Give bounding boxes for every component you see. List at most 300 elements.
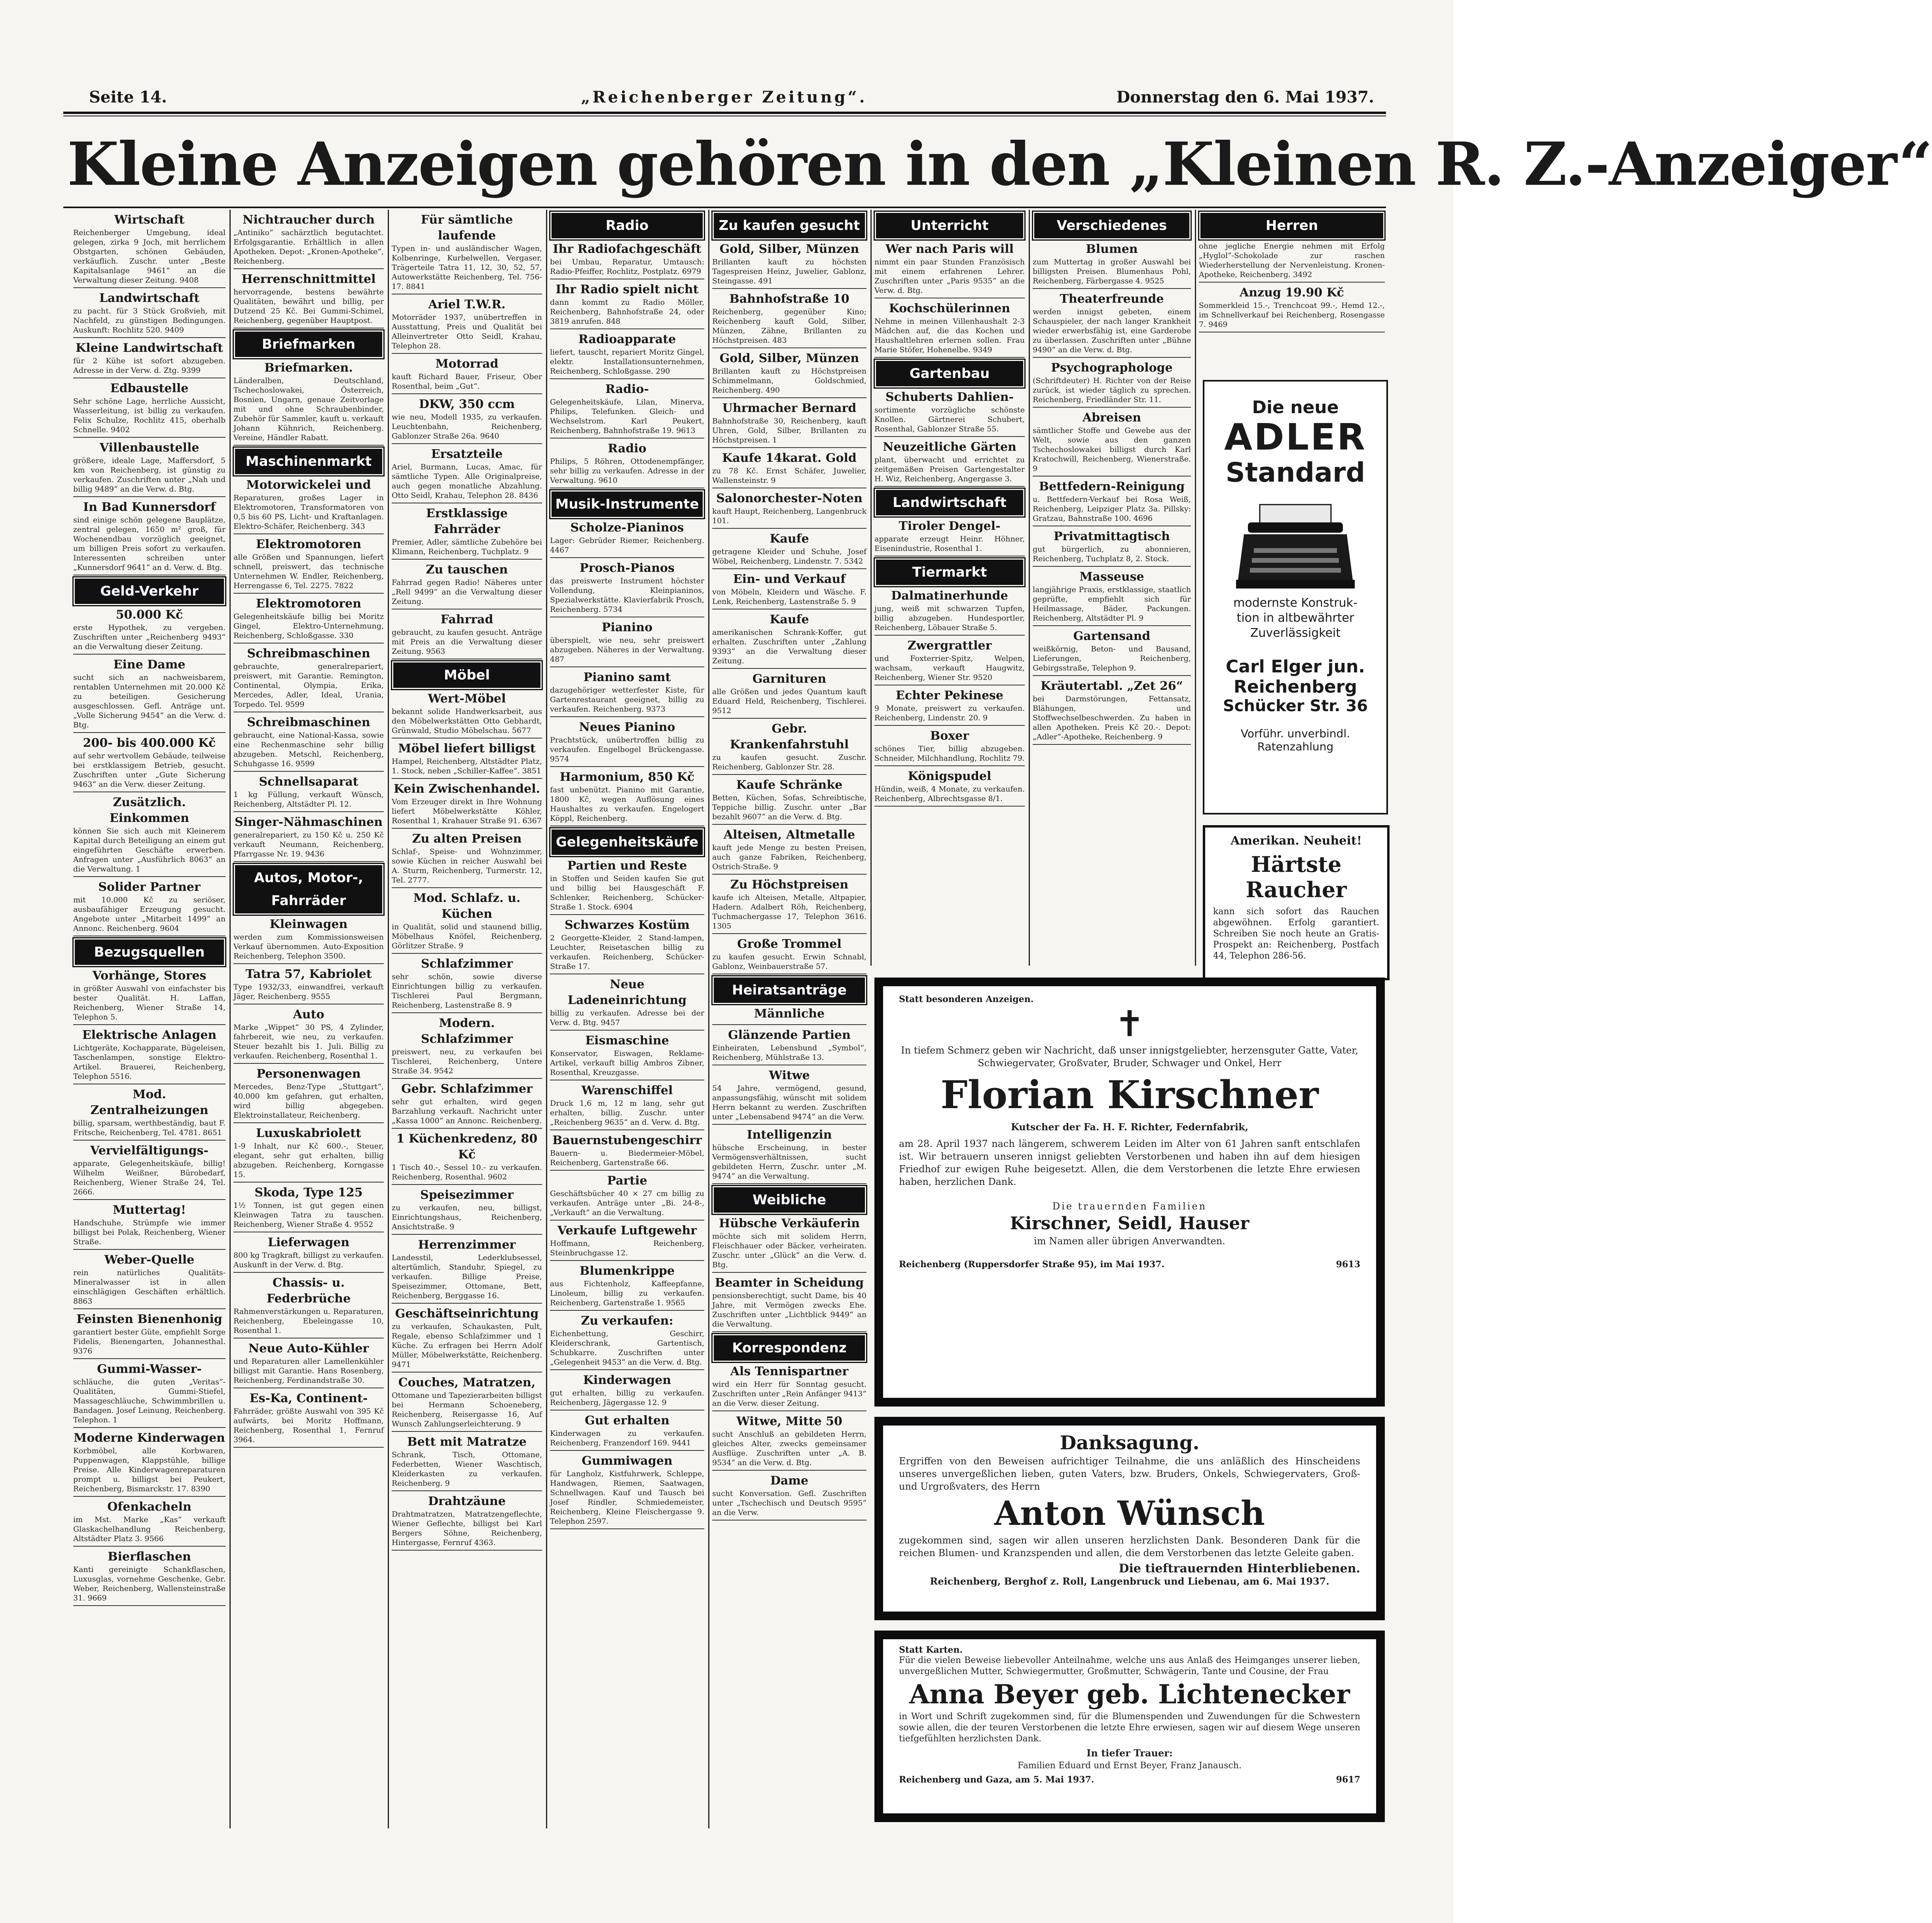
classified-ad <box>874 241 1025 298</box>
ad-title: Auto <box>293 1008 324 1021</box>
ad-text: Ariel, Burmann, Lucas, Amac, für sämtliche Typen. Alle Originalpreise, auch gegen monatliche Abzahlung. Otto Seidl, Krahau, Telephon 28. 8436 <box>392 463 542 500</box>
classified-ad <box>712 450 866 488</box>
ad-title: Männliche <box>754 1007 825 1021</box>
ad-text: Geschäftsbücher 40 × 27 cm billig zu verkaufen. Anträge unter „Bi. 24-8-, „Verkauft“ an die Verwaltung. <box>550 1189 704 1217</box>
ad-divider <box>550 716 704 717</box>
column-rule <box>1029 210 1030 966</box>
ad-title: Zu verkaufen: <box>581 1314 673 1328</box>
ad-divider <box>712 1470 866 1471</box>
ad-text: Handschuhe, Strümpfe wie immer billigst bei Polak, Reichenberg, Wiener Straße. <box>73 1219 226 1246</box>
classified-ad <box>712 777 866 825</box>
ad-text: „Antiniko“ sachärztlich begutachtet. Erfolgsgarantie. Erhältlich in allen Apotheken. Depot: „Kronen-Apotheke“, Reichenberg. <box>233 228 384 266</box>
ad-title: Nichtraucher durch <box>243 213 375 227</box>
page-headline: Kleine Anzeigen gehören in den „Kleinen R. Z.-Anzeiger“ <box>67 129 1932 199</box>
ad-divider <box>73 496 226 497</box>
ad-text: in größter Auswahl von einfachster bis bester Qualität. H. Laffan, Reichenberg, Wiener Straße 14, Telephon 5. <box>73 984 226 1021</box>
ad-divider <box>392 1234 542 1235</box>
ad-title: Singer-Nähmaschinen <box>234 815 383 829</box>
ad-divider <box>233 445 384 446</box>
ad-title: Bahnhofstraße 10 <box>729 292 849 306</box>
classified-ad <box>73 499 226 575</box>
ad-divider <box>712 1331 866 1332</box>
ad-text: Betten, Küchen, Sofas, Schreibtische, Teppiche billig. Zuschr. unter „Bar bezahlt 9607“ an die Verw. d. Btg. <box>712 793 866 821</box>
classified-ad <box>233 966 384 1004</box>
ad-title: Privatmittagtisch <box>1054 530 1170 543</box>
ad-divider <box>392 1550 542 1551</box>
classified-ad <box>73 657 226 733</box>
thanks-notice-name: Anton Wünsch <box>994 1494 1265 1533</box>
ad-title: Lieferwagen <box>267 1236 350 1249</box>
ad-text: Kanti gereinigte Schankflaschen, Luxusglas, vornehme Geschenke, Gebr. Weber, Reichenberg, Wallensteinstraße 31. 9669 <box>73 1565 226 1602</box>
ad-column <box>874 210 1025 962</box>
ad-title: Wert-Möbel <box>428 692 506 706</box>
ad-title: DKW, 350 ccm <box>419 397 515 411</box>
ad-column <box>712 210 866 1828</box>
ad-text: Brillanten kauft zu Höchstpreisen Schimmelmann, Goldschmied, Reichenberg. 490 <box>712 367 866 395</box>
ad-divider <box>73 1605 226 1606</box>
deceased-name: Florian Kirschner <box>940 1073 1319 1117</box>
classified-ad <box>712 1216 866 1273</box>
ad-text: pensionsberechtigt, sucht Dame, bis 40 Jahre, mit Vermögen zwecks Ehe. Zuschriften unter „Lichtblick 9449“ an die Verwaltung. <box>712 1291 866 1329</box>
ad-divider <box>550 1450 704 1451</box>
thanks-notice-beyer <box>874 1631 1385 1822</box>
ad-title: Harmonium, 850 Kč <box>559 770 695 784</box>
ad-text: Bauern- u. Biedermeier-Möbel, Reichenberg, Gartenstraße 66. <box>550 1149 704 1167</box>
ad-title: Gold, Silber, Münzen <box>719 242 859 256</box>
ad-title: Gold, Silber, Münzen <box>719 351 859 365</box>
ad-title: Mod. Zentralheizungen <box>90 1088 209 1117</box>
ad-divider <box>73 1199 226 1200</box>
classified-ad <box>1033 569 1191 626</box>
ad-title: Kleine Landwirtschaft <box>76 341 223 355</box>
ad-column <box>550 210 704 1828</box>
classified-ad <box>712 401 866 448</box>
ad-title: Landwirtschaft <box>99 291 200 305</box>
ad-text: Druck 1,6 m, 12 m lang, sehr gut erhalten, billig. Zuschr. unter „Reichenberg 9635“ an d. Verw. d. Btg. <box>550 1099 704 1127</box>
ad-title: Für sämtliche laufende <box>421 213 513 243</box>
ad-text: dazugehöriger wetterfester Kiste, für Gartenrestaurant geeignet, billig zu verkaufen. Reichenberg. 9373 <box>550 686 704 714</box>
column-rule <box>708 210 709 1828</box>
ad-text: größere, ideale Lage, Maffersdorf, 5 km von Reichenberg, ist günstig zu verkaufen. Zuschriften unter „Nah und billig 9489“ an die Verw. d. Btg. <box>73 456 226 494</box>
classified-ad <box>73 340 226 378</box>
ad-text: erste Hypothek, zu vergeben. Zuschriften unter „Reichenberg 9493“ an die Verwaltung dieser Zeitung. <box>73 623 226 651</box>
ad-divider <box>712 447 866 448</box>
ad-divider <box>233 1063 384 1064</box>
classified-ad <box>550 670 704 717</box>
ad-text: plant, überwacht und errichtet zu zeitgemäßen Preisen Gartengestalter H. Wiz, Reichenberg, Angergasse 3. <box>874 456 1025 483</box>
ad-text: liefert, tauscht, repariert Moritz Gingel, elektr. Installationsunternehmen, Reichenberg, Schloßgasse. 290 <box>550 348 704 376</box>
ad-title: Moderne Kinderwagen <box>74 1431 225 1445</box>
ad-text: getragene Kleider und Schuhe, Josef Wöbel, Reichenberg, Lindenstr. 7. 5342 <box>712 547 866 566</box>
ad-divider <box>233 1447 384 1448</box>
category-heading: Unterricht <box>876 213 1023 238</box>
ad-text: 54 Jahre, vermögend, gesund, anpassungsfähig, wünscht mit solidem Herrn bekannt zu werden. Zuschriften unter „Lebensabend 9474“ an die Verw. <box>712 1084 866 1121</box>
ad-title: Couches, Matratzen, <box>398 1376 536 1390</box>
classified-ad <box>712 491 866 529</box>
classified-ad <box>392 1131 542 1185</box>
ad-title: Blumen <box>1086 242 1138 256</box>
classified-ad <box>550 977 704 1031</box>
ad-text: 1½ Tonnen, ist gut gegen einen Kleinwagen Tatra zu tauschen. Reichenberg, Wiener Straße 4. 9552 <box>233 1201 384 1229</box>
ad-divider <box>233 643 384 644</box>
thanks2-code: 9617 <box>1336 1775 1360 1785</box>
death-notice-families-note: im Namen aller übrigen Anverwandten. <box>1034 1236 1225 1247</box>
ad-title: Elektromotoren <box>256 537 362 551</box>
category-heading: Musik-Instrumente <box>552 492 703 517</box>
death-notice-kirschner <box>874 978 1385 1407</box>
category-heading: Radio <box>552 213 703 238</box>
header-rule-thick <box>63 112 1386 114</box>
ad-title: Intelligenzin <box>747 1128 832 1142</box>
ad-text: langjährige Praxis, erstklassige, staatlich geprüfte, empfiehlt sich für Heilmassage, Bäder, Packungen. Reichenberg, Altstädter Pl. 9 <box>1033 585 1191 623</box>
ad-divider <box>392 1303 542 1304</box>
ad-text: 800 kg Tragkraft, billigst zu verkaufen. Auskunft in der Verw. d. Btg. <box>233 1251 384 1269</box>
classified-ad <box>1033 678 1191 745</box>
ad-title: Königspudel <box>908 769 992 783</box>
classified-ad <box>712 351 866 398</box>
ad-text: apparate, Gelegenheitskäufe, billig! Wilhelm Weißner, Bürobedarf, Reichenberg, Wiener Straße 24, Tel. 2666. <box>73 1159 226 1196</box>
ad-title: Feinsten Bienenhonig <box>76 1312 222 1326</box>
ad-title: Muttertag! <box>112 1203 186 1217</box>
ad-title: Mod. Schlafz. u. Küchen <box>413 891 521 921</box>
classified-ad <box>712 531 866 569</box>
ad-text: Lichtgeräte, Kochapparate, Bügeleisen, Taschenlampen, sonstige Elektro-Artikel. Brauerei, Reichenberg, Telephon 5516. <box>73 1044 226 1081</box>
classified-ad <box>550 282 704 329</box>
classified-ad <box>550 560 704 617</box>
category-heading: Tiermarkt <box>876 560 1023 585</box>
typewriter-icon <box>1236 501 1355 592</box>
classified-ad <box>550 1413 704 1451</box>
ad-divider <box>550 1030 704 1031</box>
anti-smoking-text: kann sich sofort das Rauchen abgewöhnen. Erfolg garantiert. Schreiben Sie noch heute an Gratis-Prospekt an: Reichenberg, Postfach 44, Telephon 286-56. <box>1213 907 1379 961</box>
ad-divider <box>392 778 542 779</box>
ad-text: sehr gut erhalten, wird gegen Barzahlung verkauft. Nachricht unter „Kassa 1000“ an Annonc. Reichenberg. <box>392 1097 542 1125</box>
ad-title: Kein Zwischenhandel. <box>393 782 540 796</box>
ad-divider <box>73 337 226 338</box>
ad-text: das preiswerte Instrument höchster Vollendung, Kleinpianinos, Spezialwerkstätte. Klavierfabrik Prosch, Reichenberg. 5734 <box>550 577 704 614</box>
ad-text: Hoffmann, Reichenberg, Steinbruchgasse 12. <box>550 1239 704 1257</box>
classified-ad <box>550 241 704 279</box>
ad-text: billig, sparsam, werthbeständig, baut F. Fritsche, Reichenberg, Tel. 4781. 8651 <box>73 1119 226 1137</box>
ad-divider <box>550 1528 704 1529</box>
ad-divider <box>73 1358 226 1359</box>
ad-divider <box>73 1496 226 1497</box>
classified-ad <box>550 1263 704 1311</box>
ad-text: im Mst. Marke „Kas“ verkauft Glaskachelhandlung Reichenberg, Altstädter Platz 3. 9566 <box>73 1515 226 1543</box>
classified-ad <box>550 1453 704 1529</box>
ad-text: Hündin, weiß, 4 Monate, zu verkaufen. Reichenberg, Albrechtsgasse 8/1. <box>874 785 1025 803</box>
ad-divider <box>712 1520 866 1521</box>
ad-title: Zu tauschen <box>426 563 508 577</box>
ad-title: Zwergrattler <box>907 639 992 653</box>
classified-ad <box>73 1499 226 1547</box>
ad-text: Brillanten kauft zu höchsten Tagespreisen Heinz, Juwelier, Gablonz, Steingasse. 491 <box>712 258 866 285</box>
adler-city: Reichenberg <box>1234 677 1357 697</box>
adler-footer-2: Ratenzahlung <box>1257 740 1334 753</box>
ad-text: in Qualität, solid und staunend billig, Möbelhaus Knöfel, Reichenberg, Görlitzer Straße. 9 <box>392 923 542 950</box>
category-heading: Zu kaufen gesucht <box>714 213 865 238</box>
ad-title: Schlafzimmer <box>421 957 513 971</box>
ad-column <box>392 210 542 1828</box>
classified-ad <box>233 271 384 328</box>
ad-text: Konservator, Eiswagen, Reklame-Artikel, verkauft billig Ambros Zibner, Rosenthal, Kreuzgasse. <box>550 1049 704 1077</box>
ad-divider <box>550 1310 704 1311</box>
ad-title: Zusätzlich. Einkommen <box>109 795 190 825</box>
ad-title: Glänzende Partien <box>728 1028 851 1042</box>
ad-title: Speisezimmer <box>420 1188 514 1202</box>
classified-ad <box>233 1235 384 1273</box>
ad-title: Wirtschaft <box>114 213 185 227</box>
classified-ad <box>1033 241 1191 289</box>
ad-text: Premier, Adler, sämtliche Zubehöre bei Klimann, Reichenberg, Tuchplatz. 9 <box>392 538 542 556</box>
ad-title: Uhrmacher Bernard <box>722 401 857 415</box>
classified-ad <box>1033 360 1191 408</box>
ad-title: Motorrad <box>435 357 499 371</box>
classified-ad <box>550 917 704 974</box>
ad-text: 1-9 Inhalt, nur Kč 600.-, Steuer, elegant, sehr gut erhalten, billig abzugeben. Reichenberg, Korngasse 15. <box>233 1142 384 1179</box>
page-number: Seite 14. <box>89 88 167 106</box>
ad-title: Scholze-Pianinos <box>570 521 684 535</box>
adler-dealer: Carl Elger jun. <box>1225 657 1365 677</box>
category-heading: Herren <box>1200 213 1383 238</box>
ad-text: Fahrrad gegen Radio! Näheres unter „Rell 9499“ an die Verwaltung dieser Zeitung. <box>392 578 542 606</box>
classified-ad <box>392 1016 542 1079</box>
classified-ad <box>874 728 1025 766</box>
classified-ad <box>392 1237 542 1304</box>
classified-ad <box>392 562 542 609</box>
ad-divider <box>392 1184 542 1185</box>
ad-text: möchte sich mit solidem Herrn, Fleischhauer oder Bäcker, verheiraten. Zuschr. unter „Glück“ an die Verw. d. Btg. <box>712 1232 866 1269</box>
thanks2-signoff-label: In tiefer Trauer: <box>1086 1747 1173 1759</box>
classified-ad <box>392 1306 542 1372</box>
classified-ad <box>233 774 384 812</box>
ad-divider <box>712 1024 866 1025</box>
ad-title: Dalmatinerhunde <box>891 589 1008 603</box>
ad-divider <box>550 666 704 667</box>
ad-text: auf sehr wertvollem Gebäude, teilweise bei erstklassigem Betrieb, gesucht. Zuschriften unter „Gute Sicherung 9463“ an die Verw. dieser Zeitung. <box>73 752 226 789</box>
ad-divider <box>392 828 542 829</box>
ad-divider <box>712 874 866 875</box>
ad-text: generalrepariert, zu 150 Kč u. 250 Kč verkauft Neumann, Reichenberg, Pfarrgasse Nr. 19. 9436 <box>233 831 384 858</box>
ad-text: sucht Konversation. Gefl. Zuschriften unter „Tschechisch und Deutsch 9595“ an die Verw. <box>712 1489 866 1517</box>
ad-divider <box>73 287 226 288</box>
ad-divider <box>233 593 384 594</box>
adler-tagline-1: modernste Konstruk- <box>1233 596 1358 610</box>
ad-divider <box>233 963 384 964</box>
ad-title: Gut erhalten <box>584 1414 670 1428</box>
ad-title: Neue Auto-Kühler <box>248 1342 369 1355</box>
ad-text: 9 Monate, preiswert zu verkaufen. Reichenberg, Lindenstr. 20. 9 <box>874 704 1025 722</box>
classified-ad <box>1199 241 1385 283</box>
ad-divider <box>550 1220 704 1221</box>
ad-divider <box>73 1427 226 1428</box>
ad-divider <box>550 557 704 558</box>
classified-ad <box>550 1133 704 1171</box>
ad-text: Rahmenverstärkungen u. Reparaturen, Reichenberg, Ebeleingasse 10, Rosenthal 1. <box>233 1307 384 1335</box>
ad-text: sämtlicher Stoffe und Gewebe aus der Welt, sowie aus den ganzen Tschechoslowakei billigst durch Karl Kratochwill, Reichenberg, Wienerstraße. 9 <box>1033 426 1191 473</box>
classified-ad <box>550 1223 704 1261</box>
ad-divider <box>1033 744 1191 745</box>
ad-title: Dame <box>770 1474 809 1488</box>
classified-ad <box>392 741 542 779</box>
ad-title: Radioapparate <box>578 332 676 346</box>
ad-title: Verkaufe Luftgewehr <box>557 1224 697 1238</box>
category-heading: Landwirtschaft <box>876 490 1023 515</box>
ad-title: Bierflaschen <box>108 1550 191 1564</box>
classified-ad <box>233 1185 384 1232</box>
classified-ad <box>73 440 226 497</box>
ad-text: fast unbenützt. Pianino mit Garantie, 1800 Kč, wegen Auflösung eines Haushaltes zu verkaufen. Engelogert Köppl, Reichenberg. <box>550 786 704 823</box>
category-heading: Möbel <box>393 663 540 688</box>
ad-title: Psychographologe <box>1051 361 1173 375</box>
ad-title: Witwe <box>769 1069 810 1082</box>
ad-text: gebraucht, eine National-Kassa, sowie eine Rechenmaschine sehr billig abzugeben. Metschl, Reichenberg, Schuhgasse 16. 9599 <box>233 731 384 768</box>
ad-divider <box>233 861 384 862</box>
ad-title: Vorhänge, Stores <box>92 969 207 983</box>
ad-title: 200- bis 400.000 Kč <box>83 736 216 750</box>
classified-ad <box>392 506 542 560</box>
ad-title: Gebr. Schlafzimmer <box>401 1082 533 1096</box>
classified-ad <box>550 769 704 826</box>
ad-text: Reichenberger Umgebung, ideal gelegen, zirka 9 Joch, mit herrlichem Obstgarten, schönen Gebäuden, verkäuflich. Zuschr. unter „Beste Kapitalsanlage 9461“ an die Verwaltung dieser Zeitung. 9408 <box>73 228 226 285</box>
classified-ad <box>233 1275 384 1338</box>
classified-ad <box>550 719 704 767</box>
ad-title: Kaufe 14karat. Gold <box>722 451 857 465</box>
ad-title: Eine Dame <box>113 658 186 672</box>
ad-text: gebraucht, zu kaufen gesucht. Anträge mit Preis an die Verwaltung dieser Zeitung. 9563 <box>392 628 542 656</box>
classified-ad <box>712 1068 866 1125</box>
ad-divider <box>392 1128 542 1129</box>
ad-text: jung, weiß mit schwarzen Tupfen, billig abzugeben. Hundesportler, Reichenberg, Löbauer Straße 5. <box>874 604 1025 632</box>
ad-text: schläuche, die guten „Veritas“-Qualitäten, Gummi-Stiefel, Massageschläuche, Schwimmbrillen u. Bandagen. Josef Leinung, Reichenberg. Telephon. 1 <box>73 1378 226 1424</box>
category-heading: Maschinenmarkt <box>235 449 382 474</box>
ad-title: Witwe, Mitte 50 <box>736 1414 842 1428</box>
ad-text: preiswert, neu, zu verkaufen bei Tischlerei, Reichenberg, Untere Straße 34. 9542 <box>392 1048 542 1075</box>
ad-title: Prosch-Pianos <box>580 561 675 575</box>
ad-text: Ottomane und Tapezierarbeiten billigst bei Hermann Schoeneberg, Reichenberg, Reisergasse 16, Auf Wunsch Zahlungserleichterung. 9 <box>392 1391 542 1428</box>
thanks2-footer: Reichenberg und Gaza, am 5. Mai 1937. <box>899 1775 1094 1785</box>
ad-text: 2 Georgette-Kleider, 2 Stand-lampen, Leuchter, Reisetaschen billig zu verkaufen. Reichenberg, Schücker-Straße 17. <box>550 934 704 971</box>
classified-ad <box>392 1187 542 1235</box>
classified-ad <box>874 688 1025 726</box>
classified-ad <box>874 301 1025 358</box>
ad-divider <box>233 1272 384 1273</box>
classified-ad <box>712 1127 866 1184</box>
ad-title: Echter Pekinese <box>895 689 1004 702</box>
classified-ad <box>1199 285 1385 332</box>
ad-text: kauft Haupt, Reichenberg, Langenbruck 101. <box>712 507 866 525</box>
ad-divider <box>874 357 1025 358</box>
classified-ad <box>1033 291 1191 358</box>
classified-ad <box>712 721 866 775</box>
classified-ad <box>392 691 542 738</box>
column-rule <box>229 210 231 1828</box>
classified-ad <box>550 620 704 667</box>
ad-text: und Foxterrier-Spitz, Welpen, wachsam, verkauft Haugwitz, Reichenberg, Wiener Str. 9520 <box>874 654 1025 682</box>
ad-divider <box>550 1369 704 1370</box>
ad-divider <box>73 732 226 733</box>
ad-divider <box>1033 357 1191 358</box>
ad-text: zu kaufen gesucht. Erwin Schnabl, Gablonz, Weinbauerstraße 57. <box>712 953 866 971</box>
ad-divider <box>73 1249 226 1250</box>
ad-divider <box>73 1024 226 1025</box>
ad-divider <box>874 436 1025 437</box>
ad-title: Zu alten Preisen <box>412 832 522 846</box>
ad-title: Blumenkrippe <box>579 1264 675 1278</box>
classified-ad <box>73 795 226 877</box>
ad-divider <box>712 347 866 348</box>
ad-divider <box>392 559 542 560</box>
ad-divider <box>73 654 226 655</box>
ad-text: zu kaufen gesucht. Zuschr. Reichenberg, Gablonzer Str. 28. <box>712 753 866 771</box>
category-heading: Heiratsanträge <box>714 978 865 1003</box>
classified-ad <box>712 1473 866 1521</box>
ad-title: Salonorchester-Noten <box>716 492 863 505</box>
ad-title: Briefmarken. <box>264 361 353 375</box>
ad-title: Herrenschnittmittel <box>241 272 376 286</box>
anti-smoking-label: Amerikan. Neuheit! <box>1230 834 1362 848</box>
ad-title: In Bad Kunnersdorf <box>83 500 216 514</box>
ad-text: hübsche Erscheinung, in bester Vermögensverhältnissen, sucht gebildeten Herrn, Zuschr. unter „M. 9474“ an die Verwaltung. <box>712 1143 866 1181</box>
anti-smoking-ad <box>1203 825 1390 980</box>
death-notice-intro: In tiefem Schmerz geben wir Nachricht, daß unser innigstgeliebter, herzensguter Gatte, Vater, Schwiegervater, Großvater, Bruder, Schwager und Onkel, Herr <box>901 1045 1358 1069</box>
death-notice-signoff: Die trauernden Familien <box>1052 1201 1207 1212</box>
category-heading: Verschiedenes <box>1034 213 1189 238</box>
ad-divider <box>712 1124 866 1125</box>
ad-text: Mercedes, Benz-Type „Stuttgart“, 40.000 km gefahren, gut erhalten, wird billig abgegeben. Elektroinstallateur, Reichenberg. <box>233 1082 384 1120</box>
ad-text: Vom Erzeuger direkt in Ihre Wohnung liefert Möbelwerkstätte Köhler, Rosenthal 1, Krahauer Straße 91. 6367 <box>392 797 542 825</box>
classified-ad <box>392 446 542 503</box>
ad-divider <box>233 811 384 812</box>
ad-divider <box>874 725 1025 726</box>
classified-ad <box>233 212 384 269</box>
classified-ad <box>73 212 226 288</box>
ad-title: Luxuskabriolett <box>256 1126 362 1140</box>
classified-ad <box>712 1414 866 1471</box>
ad-column <box>233 210 384 1828</box>
classified-ad <box>392 781 542 829</box>
ad-text: für Langholz, Kistfuhrwerk, Schleppe, Handwagen, Riemen, Saatwagen, Schnellwagen. Kauf und Tausch bei Josef Rindler, Schmiedemeister, Reichenberg, Kleine Fleischergasse 9. Telephon 2597. <box>550 1469 704 1526</box>
ad-divider <box>1033 566 1191 567</box>
death-notice-body: am 28. April 1937 nach längerem, schwerem Leiden im Alter von 61 Jahren sanft entschlafen ist. Wir betrauern unseren innigst geliebten Verstorbenen und haben ihn auf dem hiesigen Friedhof zur ewigen Ruhe beigesetzt. Allen, die dem Verstorbenen die letzte Ehre erwiesen haben, herzlichen Dank. <box>899 1138 1360 1187</box>
column-rule <box>1195 210 1196 966</box>
ad-text: bei Darmstörungen, Fettansatz, Blähungen, und Stoffwechselbeschwerden. Zu haben in allen Apotheken. Preis Kč 20.-. Depot: „Adler“-Apotheke, Reichenberg. 9 <box>1033 695 1191 741</box>
ad-title: Elektromotoren <box>256 597 362 611</box>
classified-ad <box>874 518 1025 556</box>
ad-title: Erstklassige Fahrräder <box>426 507 508 536</box>
adler-model: Standard <box>1225 457 1365 488</box>
ad-divider <box>1033 675 1191 676</box>
ad-divider <box>712 288 866 289</box>
classified-ad <box>550 1173 704 1221</box>
ad-text: zu verkaufen, neu, billigst, Einrichtungshaus, Reichenberg, Ansichtstraße. 9 <box>392 1204 542 1231</box>
ad-title: Pianino samt <box>583 670 671 684</box>
classified-ad <box>874 769 1025 807</box>
ad-text: ohne jegliche Energie nehmen mit Erfolg „Hyglol“-Schokolade zur raschen Wiederherstellung der Nervenleistung. Kronen-Apotheke, Reichenberg. 3492 <box>1199 242 1385 279</box>
ad-title: 50.000 Kč <box>116 608 183 622</box>
ad-title: Abreisen <box>1082 411 1141 425</box>
ad-title: Kaufe <box>770 613 809 626</box>
ad-title: Schreibmaschinen <box>247 647 370 661</box>
ad-text: Gelegenheitskäufe, Lilan, Minerva, Philips, Telefunken. Gleich- und Wechselstrom. Karl Peukert, Reichenberg, Bahnhofstraße 19. 9613 <box>550 398 704 435</box>
ad-title: Kinderwagen <box>583 1373 671 1387</box>
ad-divider <box>1033 407 1191 408</box>
ad-text: und Reparaturen aller Lamellenkühler billigst mit Garantie. Hans Rosenberg, Reichenberg, Ferdinandstraße 30. <box>233 1357 384 1385</box>
ad-divider <box>392 1012 542 1013</box>
ad-title: Gartensand <box>1073 629 1151 643</box>
adler-typewriter-ad <box>1203 380 1388 814</box>
ad-title: 1 Küchenkredenz, 80 Kč <box>396 1132 538 1162</box>
